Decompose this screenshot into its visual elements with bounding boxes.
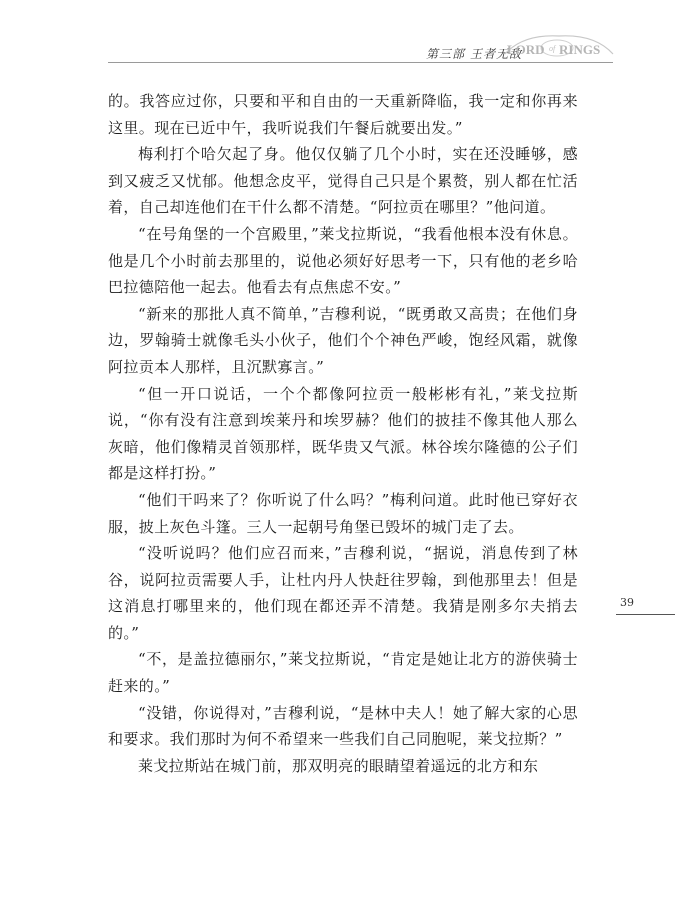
paragraph: “他们干吗来了？你听说了什么吗？”梅利问道。此时他已穿好衣服，披上灰色斗篷。三人一起朝号角堡已毁坏的城门走了去。 xyxy=(108,490,578,536)
paragraph: “新来的那批人真不简单，”吉穆利说，“既勇敢又高贵；在他们身边，罗翰骑士就像毛头小伙子，他们个个神色严峻，饱经风霜，就像阿拉贡本人那样，且沉默寡言。” xyxy=(108,304,578,376)
paragraph: 莱戈拉斯站在城门前，那双明亮的眼睛望着遥远的北方和东 xyxy=(138,756,539,775)
paragraph: 梅利打个哈欠起了身。他仅仅躺了几个小时，实在还没睡够，感到又疲乏又忧郁。他想念皮平，觉得自己只是个累赘，别人都在忙活着，自己却连他们在干什么都不清楚。“阿拉贡在哪里？”他问道。 xyxy=(108,145,578,217)
svg-text:LORD: LORD xyxy=(507,42,545,57)
paragraph: 的。我答应过你，只要和平和自由的一天重新降临，我一定和你再来这里。现在已近中午，我听说我们午餐后就要出发。” xyxy=(108,92,578,137)
header-part-title: 第三部 xyxy=(426,47,466,61)
paragraph: “在号角堡的一个宫殿里，”莱戈拉斯说，“我看他根本没有休息。他是几个小时前去那里的，说他必须好好思考一下，只有他的老乡哈巴拉德陪他一起去。他看去有点焦虑不安。” xyxy=(108,224,578,297)
paragraph: “但一开口说话，一个个都像阿拉贡一般彬彬有礼，”莱戈拉斯说，“你有没有注意到埃莱丹和埃罗赫？他们的披挂不像其他人那么灰暗，他们像精灵首领那样，既华贵又气派。林谷埃尔隆德的公子们都是这样打扮。” xyxy=(108,384,578,483)
paragraph: “没错，你说得对，”吉穆利说，“是林中夫人！她了解大家的心思和要求。我们那时为何不希望来一些我们自己同胞呢，莱戈拉斯？” xyxy=(108,703,578,749)
running-header xyxy=(0,28,675,62)
svg-text:RINGS: RINGS xyxy=(559,42,601,57)
body-text xyxy=(108,88,578,779)
paragraph: “没听说吗？他们应召而来，”吉穆利说，“据说，消息传到了林谷，说阿拉贡需要人手，让杜内丹人快赶往罗翰，到他那里去！但是这消息打哪里来的，他们现在都还弄不清楚。我猜是刚多尔夫捎去的。” xyxy=(108,544,578,642)
paragraph: “不，是盖拉德丽尔，”莱戈拉斯说，“肯定是她让北方的游侠骑士赶来的。” xyxy=(108,650,578,696)
lord-of-the-rings-logo-icon xyxy=(503,32,615,62)
header-divider xyxy=(108,62,613,63)
svg-text:of: of xyxy=(549,44,556,53)
page-number-rule xyxy=(616,614,675,615)
header-chapter-title: 王者无敌 xyxy=(470,47,523,61)
page-number: 39 xyxy=(620,596,634,609)
